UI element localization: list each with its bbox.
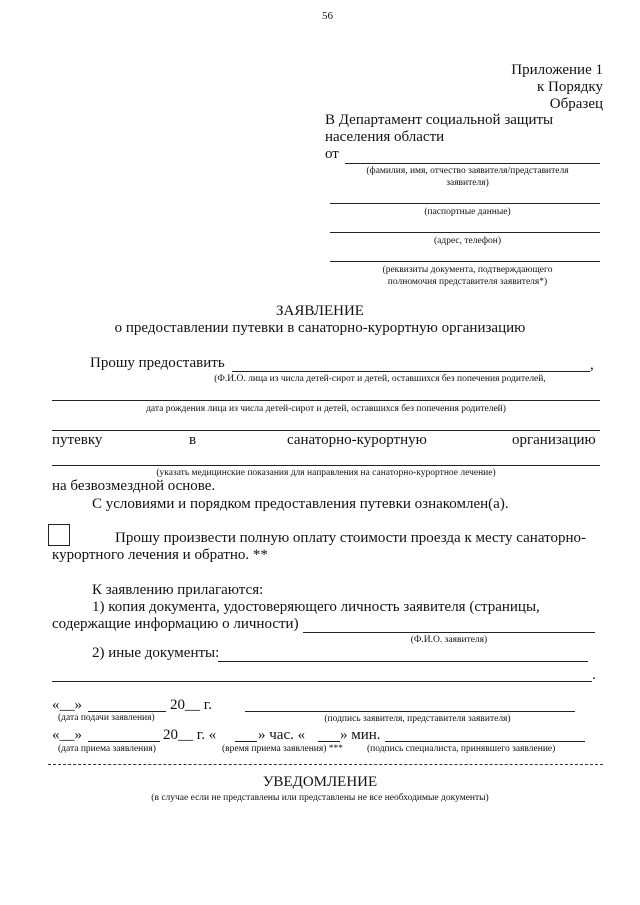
receive-month-line[interactable] <box>88 741 160 742</box>
receive-year: 20__ г. « <box>163 727 217 743</box>
receive-hour-line[interactable] <box>235 741 257 742</box>
caption-birthdate: дата рождения лица из числа детей-сирот и детей, оставшихся без попечения родителей) <box>146 404 506 414</box>
caption-authority-2: полномочия представителя заявителя*) <box>387 277 548 287</box>
word-organization: организацию <box>512 432 596 448</box>
caption-applicant-name-2: заявителя) <box>446 178 489 188</box>
word-voucher: путевку <box>52 432 103 448</box>
department-line-2: населения области <box>325 129 445 145</box>
to-order-label: к Порядку <box>537 79 603 95</box>
submit-year: 20__ г. <box>170 697 212 713</box>
request-label: Прошу предоставить <box>90 355 225 371</box>
other-documents-line[interactable] <box>218 661 588 662</box>
acquainted-text: С условиями и порядком предоставления путевки ознакомлен(а). <box>92 496 509 512</box>
caption-receive-time: (время приема заявления) *** <box>222 744 344 754</box>
caption-child-fio: (Ф.И.О. лица из числа детей-сирот и детей, оставшихся без попечения родителей, <box>214 374 546 384</box>
passport-line[interactable] <box>330 203 600 204</box>
fare-payment-checkbox[interactable] <box>48 524 70 546</box>
other-documents-line-2[interactable] <box>52 681 592 682</box>
applicant-name-line[interactable] <box>345 163 600 164</box>
specialist-signature-line[interactable] <box>385 741 585 742</box>
medical-indications-line[interactable] <box>52 465 600 466</box>
applicant-signature-line[interactable] <box>245 711 575 712</box>
child-birthdate-line[interactable] <box>52 400 600 401</box>
department-line-1: В Департамент социальной защиты <box>325 112 554 128</box>
notice-caption: (в случае если не представлены или представлены не все необходимые документы) <box>151 793 489 803</box>
submit-month-line[interactable] <box>88 711 166 712</box>
caption-authority-1: (реквизиты документа, подтверждающего <box>382 265 553 275</box>
caption-passport: (паспортные данные) <box>424 207 511 217</box>
receive-minute-line[interactable] <box>318 741 340 742</box>
cut-line <box>48 764 603 765</box>
attachment-1-line-1: 1) копия документа, удостоверяющего личность заявителя (страницы, <box>92 599 540 615</box>
authority-document-line[interactable] <box>330 261 600 262</box>
notice-title: УВЕДОМЛЕНИЕ <box>262 774 378 790</box>
fare-request-line-1: Прошу произвести полную оплату стоимости проезда к месту санаторно- <box>115 530 586 546</box>
receive-hour-label: » час. « <box>258 727 306 743</box>
attachment-1-line-2: содержащие информацию о личности) <box>52 616 299 632</box>
receive-minute-label: » мин. <box>340 727 381 743</box>
appendix-label: Приложение 1 <box>511 62 603 78</box>
sample-label: Образец <box>549 96 603 112</box>
child-name-line[interactable] <box>232 371 590 372</box>
caption-specialist-signature: (подпись специалиста, принявшего заявление) <box>367 744 556 754</box>
attachment-2-label: 2) иные документы: <box>92 645 220 661</box>
period: . <box>592 667 596 683</box>
caption-address: (адрес, телефон) <box>434 236 501 246</box>
comma: , <box>590 357 594 373</box>
extra-line-1[interactable] <box>52 430 600 431</box>
page-number: 56 <box>322 10 333 22</box>
caption-applicant-name-1: (фамилия, имя, отчество заявителя/представителя <box>366 166 569 176</box>
caption-receive-date: (дата приема заявления) <box>58 744 156 754</box>
submit-day: «__» <box>52 697 82 713</box>
caption-applicant-signature: (подпись заявителя, представителя заявителя) <box>324 714 511 724</box>
word-in: в <box>189 432 197 448</box>
word-sanatorium: санаторно-курортную <box>287 432 427 448</box>
caption-submit-date: (дата подачи заявления) <box>58 713 155 723</box>
address-line[interactable] <box>330 232 600 233</box>
document-subtitle: о предоставлении путевки в санаторно-курортную организацию <box>114 320 526 336</box>
receive-day: «__» <box>52 727 82 743</box>
free-basis-text: на безвозмездной основе. <box>52 478 216 494</box>
caption-medical: (указать медицинские показания для направления на санаторно-курортное лечение) <box>156 468 496 478</box>
fare-request-line-2: курортного лечения и обратно. ** <box>52 547 268 563</box>
from-label: от <box>325 146 339 162</box>
caption-applicant-fio: (Ф.И.О. заявителя) <box>410 635 488 645</box>
document-title: ЗАЯВЛЕНИЕ <box>276 303 364 319</box>
applicant-fio-line[interactable] <box>303 632 595 633</box>
attachments-heading: К заявлению прилагаются: <box>92 582 264 598</box>
